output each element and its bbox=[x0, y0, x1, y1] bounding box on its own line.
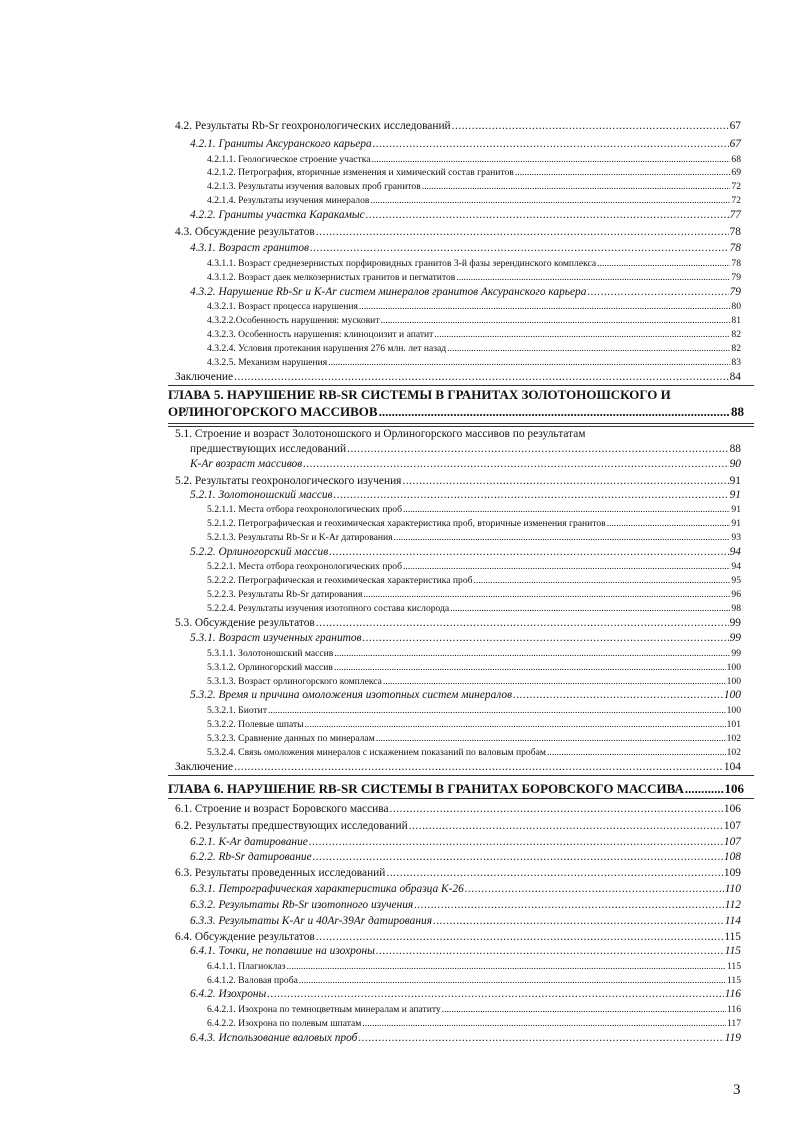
leader-dots bbox=[316, 618, 729, 629]
leader-dots bbox=[363, 633, 729, 644]
toc-entry[interactable] bbox=[207, 590, 741, 600]
toc-entry-label: 6.1. Строение и возраст Боровского массива bbox=[175, 803, 389, 815]
toc-entry-page: 93 bbox=[731, 532, 741, 543]
leader-dots bbox=[685, 782, 724, 795]
toc-entry[interactable] bbox=[207, 358, 741, 368]
toc-entry[interactable] bbox=[207, 155, 741, 165]
toc-entry-page: 77 bbox=[729, 209, 741, 221]
toc-entry[interactable] bbox=[207, 344, 741, 354]
toc-entry-label: 6.4.2. Изохроны bbox=[190, 988, 267, 1000]
toc-entry[interactable] bbox=[175, 476, 741, 487]
toc-entry-page: 91 bbox=[731, 518, 741, 529]
toc-entry[interactable] bbox=[207, 706, 741, 716]
toc-entry-page: 94 bbox=[731, 561, 741, 572]
toc-entry[interactable] bbox=[190, 1033, 741, 1044]
leader-dots bbox=[474, 576, 731, 586]
leader-dots bbox=[313, 852, 723, 863]
toc-entry-label: Заключение bbox=[175, 761, 234, 773]
toc-entry-label: 6.4.2.1. Изохрона по темноцветным минералам и апатиту bbox=[207, 1004, 441, 1015]
toc-entry-label: 6.3.1. Петрографическая характеристика образца К-26 bbox=[190, 883, 464, 895]
leader-dots bbox=[376, 946, 724, 957]
toc-entry[interactable] bbox=[207, 505, 741, 515]
toc-entry-page: 90 bbox=[729, 458, 741, 470]
toc-entry[interactable] bbox=[175, 868, 741, 879]
toc-entry[interactable] bbox=[190, 633, 741, 644]
toc-entry[interactable] bbox=[190, 459, 741, 470]
toc-entry[interactable] bbox=[190, 690, 741, 701]
leader-dots bbox=[309, 837, 723, 848]
leader-dots bbox=[409, 821, 723, 832]
leader-dots bbox=[456, 273, 730, 283]
chapter-heading[interactable]: ГЛАВА 5. НАРУШЕНИЕ RB-SR СИСТЕМЫ В ГРАНИТАХ ЗОЛОТОНОШСКОГО И bbox=[168, 387, 671, 402]
toc-entry-page: 78 bbox=[731, 258, 741, 269]
leader-dots bbox=[334, 490, 729, 501]
toc-entry[interactable] bbox=[190, 916, 741, 927]
toc-entry-label: 5.3. Обсуждение результатов bbox=[175, 617, 315, 629]
toc-entry-label: 5.3.2.3. Сравнение данных по минералам bbox=[207, 733, 375, 744]
toc-entry[interactable] bbox=[175, 121, 741, 132]
toc-entry-page: 84 bbox=[729, 371, 741, 383]
toc-entry[interactable] bbox=[207, 649, 741, 659]
toc-entry-page: 116 bbox=[724, 988, 741, 1000]
toc-entry-label: 5.3.2. Время и причина омоложения изотопных систем минералов bbox=[190, 689, 513, 701]
leader-dots bbox=[267, 989, 723, 1000]
divider bbox=[168, 775, 754, 776]
toc-entry-page: 91 bbox=[731, 504, 741, 515]
toc-entry[interactable] bbox=[190, 900, 741, 911]
toc-entry-label: предшествующих исследований bbox=[190, 443, 347, 455]
leader-dots bbox=[465, 884, 724, 895]
divider bbox=[168, 423, 754, 424]
toc-entry[interactable] bbox=[175, 618, 741, 629]
toc-entry-page: 80 bbox=[731, 301, 741, 312]
leader-dots bbox=[414, 900, 724, 911]
toc-entry[interactable] bbox=[207, 720, 741, 730]
leader-dots bbox=[403, 505, 730, 515]
toc-entry[interactable] bbox=[207, 168, 741, 178]
toc-entry[interactable] bbox=[190, 547, 741, 558]
toc-entry[interactable] bbox=[175, 804, 741, 815]
toc-entry-label: 4.3.2.2.Особенность нарушения: мусковит bbox=[207, 315, 380, 326]
toc-entry[interactable] bbox=[207, 976, 741, 986]
leader-dots bbox=[402, 476, 728, 487]
toc-entry-page: 116 bbox=[726, 1004, 741, 1015]
leader-dots bbox=[587, 287, 728, 298]
leader-dots bbox=[303, 459, 728, 470]
toc-entry[interactable] bbox=[190, 946, 741, 957]
leader-dots bbox=[597, 259, 730, 269]
toc-entry-page: 88 bbox=[729, 443, 741, 455]
toc-entry-label: 4.2.1.1. Геологическое строение участка bbox=[207, 154, 371, 165]
toc-entry-page: 88 bbox=[731, 404, 744, 419]
toc-entry-label: 6.4. Обсуждение результатов bbox=[175, 931, 315, 943]
toc-entry-page: 68 bbox=[731, 154, 741, 165]
toc-entry[interactable] bbox=[190, 287, 741, 298]
leader-dots bbox=[434, 330, 730, 340]
leader-dots bbox=[310, 243, 729, 254]
leader-dots bbox=[358, 1033, 723, 1044]
leader-dots bbox=[383, 677, 726, 687]
leader-dots bbox=[394, 533, 731, 543]
leader-dots bbox=[362, 1019, 726, 1029]
toc-entry-page: 112 bbox=[724, 899, 741, 911]
toc-entry-label: 6.2.2. Rb-Sr датирование bbox=[190, 851, 312, 863]
leader-dots bbox=[379, 405, 730, 418]
toc-entry[interactable] bbox=[207, 1019, 741, 1029]
toc-entry-page: 78 bbox=[729, 226, 741, 238]
leader-dots bbox=[371, 155, 730, 165]
toc-entry[interactable] bbox=[207, 748, 741, 758]
leader-dots bbox=[433, 916, 724, 927]
toc-entry-label: K-Ar возраст массивов bbox=[190, 458, 303, 470]
toc-entry[interactable] bbox=[207, 576, 741, 586]
toc-entry[interactable] bbox=[190, 444, 741, 455]
toc-entry-label: 5.3.2.2. Полевые шпаты bbox=[207, 719, 304, 730]
toc-entry[interactable] bbox=[190, 884, 741, 895]
toc-entry-label: 5.2.2.3. Результаты Rb-Sr датирования bbox=[207, 589, 363, 600]
toc-entry-label: 6.3.2. Результаты Rb-Sr изотопного изучения bbox=[190, 899, 414, 911]
toc-entry-page: 100 bbox=[726, 676, 741, 687]
toc-entry-label: 4.2. Результаты Rb-Sr геохронологических исследований bbox=[175, 120, 451, 132]
toc-entry-page: 104 bbox=[723, 761, 741, 773]
toc-entry-label: ОРЛИНОГОРСКОГО МАССИВОВ bbox=[168, 404, 378, 419]
toc-entry-page: 82 bbox=[731, 329, 741, 340]
toc-entry-page: 115 bbox=[726, 961, 741, 972]
toc-entry-label: 6.4.3. Использование валовых проб bbox=[190, 1032, 358, 1044]
toc-entry-label: 4.3.2.1. Возраст процесса нарушения bbox=[207, 301, 358, 312]
toc-entry[interactable] bbox=[207, 519, 741, 529]
toc-entry-label: 5.2.2.1. Места отбора геохронологических проб bbox=[207, 561, 402, 572]
toc-entry[interactable] bbox=[207, 1005, 741, 1015]
toc-entry-page: 106 bbox=[724, 781, 744, 796]
leader-dots bbox=[334, 649, 730, 659]
toc-entry[interactable] bbox=[175, 372, 741, 383]
toc-entry-label: 6.4.2.2. Изохрона по полевым шпатам bbox=[207, 1018, 362, 1029]
toc-entry-page: 107 bbox=[723, 836, 741, 848]
toc-entry-label: 5.2.1. Золотоношский массив bbox=[190, 489, 333, 501]
divider bbox=[168, 426, 754, 427]
toc-entry-page: 72 bbox=[731, 195, 741, 206]
toc-entry-page: 79 bbox=[731, 272, 741, 283]
toc-entry[interactable] bbox=[207, 182, 741, 192]
toc-entry-label: Заключение bbox=[175, 371, 234, 383]
toc-entry-label: 5.3.1. Возраст изученных гранитов bbox=[190, 632, 362, 644]
leader-dots bbox=[328, 358, 730, 368]
toc-entry-page: 102 bbox=[726, 747, 741, 758]
toc-entry-page: 83 bbox=[731, 357, 741, 368]
toc-entry-page: 72 bbox=[731, 181, 741, 192]
toc-entry-page: 115 bbox=[724, 931, 741, 943]
leader-dots bbox=[390, 804, 723, 815]
toc-entry-page: 98 bbox=[731, 603, 741, 614]
leader-dots bbox=[347, 444, 729, 455]
toc-entry-label: 5.2.2. Орлиногорский массив bbox=[190, 546, 329, 558]
toc-entry-page: 108 bbox=[723, 851, 741, 863]
toc-entry-label: 6.2. Результаты предшествующих исследований bbox=[175, 820, 408, 832]
toc-entry-label: 4.3.2.5. Механизм нарушения bbox=[207, 357, 328, 368]
leader-dots bbox=[299, 976, 726, 986]
toc-entry-page: 99 bbox=[729, 617, 741, 629]
toc-entry[interactable] bbox=[207, 677, 741, 687]
toc-entry-page: 115 bbox=[724, 945, 741, 957]
toc-entry-page: 119 bbox=[724, 1032, 741, 1044]
toc-entry-page: 100 bbox=[726, 662, 741, 673]
divider bbox=[168, 798, 754, 799]
toc-entry[interactable] bbox=[207, 302, 741, 312]
toc-entry-label: 5.3.2.1. Биотит bbox=[207, 705, 268, 716]
toc-entry[interactable] bbox=[190, 989, 741, 1000]
toc-entry-page: 67 bbox=[729, 138, 741, 150]
toc-entry-label: 6.3. Результаты проведенных исследований bbox=[175, 867, 386, 879]
toc-entry-page: 67 bbox=[729, 120, 741, 132]
leader-dots bbox=[268, 706, 726, 716]
toc-entry[interactable] bbox=[190, 852, 741, 863]
toc-entry-page: 79 bbox=[729, 286, 741, 298]
toc-entry-label: ГЛАВА 6. НАРУШЕНИЕ RB-SR СИСТЕМЫ В ГРАНИТАХ БОРОВСКОГО МАССИВА bbox=[168, 781, 684, 796]
toc-entry-label: 5.3.2.4. Связь омоложения минералов с искажением показаний по валовым пробам bbox=[207, 747, 546, 758]
leader-dots bbox=[363, 590, 730, 600]
toc-entry-label: 5.2.1.2. Петрографическая и геохимическая характеристика проб, вторичные изменения гранитов bbox=[207, 518, 606, 529]
toc-entry-label: 4.2.2. Граниты участка Каракамыс bbox=[190, 209, 365, 221]
leader-dots bbox=[359, 302, 731, 312]
toc-entry[interactable] bbox=[175, 429, 741, 440]
toc-entry-label: 5.3.1.3. Возраст орлиногорского комплекса bbox=[207, 676, 382, 687]
leader-dots bbox=[513, 690, 723, 701]
toc-entry-page: 94 bbox=[729, 546, 741, 558]
toc-entry[interactable] bbox=[190, 490, 741, 501]
toc-entry[interactable] bbox=[207, 273, 741, 283]
leader-dots bbox=[450, 604, 730, 614]
leader-dots bbox=[234, 372, 729, 383]
toc-entry-label: 4.2.1.4. Результаты изучения минералов bbox=[207, 195, 370, 206]
toc-entry[interactable] bbox=[190, 210, 741, 221]
toc-entry-label: 5.2. Результаты геохронологического изучения bbox=[175, 475, 402, 487]
toc-entry-page: 100 bbox=[723, 689, 741, 701]
toc-entry-page: 82 bbox=[731, 343, 741, 354]
toc-entry-page: 100 bbox=[726, 705, 741, 716]
toc-entry-label: 5.2.1.1. Места отбора геохронологических проб bbox=[207, 504, 402, 515]
toc-entry-label: 6.4.1. Точки, не попавшие на изохроны bbox=[190, 945, 375, 957]
leader-dots bbox=[422, 182, 731, 192]
toc-entry-label: 6.4.1.1. Плагиоклаз bbox=[207, 961, 286, 972]
leader-dots bbox=[373, 139, 729, 150]
leader-dots bbox=[607, 519, 731, 529]
leader-dots bbox=[316, 932, 724, 943]
toc-entry[interactable] bbox=[207, 316, 741, 326]
toc-entry-label: 5.2.1.3. Результаты Rb-Sr и K-Ar датирования bbox=[207, 532, 393, 543]
toc-entry-label: 6.4.1.2. Валовая проба bbox=[207, 975, 298, 986]
toc-entry[interactable] bbox=[207, 663, 741, 673]
toc-entry-label: 4.2.1.2. Петрография, вторичные изменения и химический состав гранитов bbox=[207, 167, 514, 178]
toc-entry-page: 102 bbox=[726, 733, 741, 744]
page-number: 3 bbox=[733, 1082, 741, 1098]
toc-entry[interactable] bbox=[168, 405, 744, 418]
toc-entry-page: 115 bbox=[726, 975, 741, 986]
toc-entry-label: 4.3.1.2. Возраст даек мелкозернистых гранитов и пегматитов bbox=[207, 272, 456, 283]
leader-dots bbox=[403, 562, 730, 572]
leader-dots bbox=[452, 121, 729, 132]
toc-entry-label: 4.3.2.4. Условия протекания нарушения 276 млн. лет назад bbox=[207, 343, 447, 354]
toc-entry-page: 99 bbox=[729, 632, 741, 644]
toc-entry-page: 96 bbox=[731, 589, 741, 600]
toc-entry-page: 114 bbox=[724, 915, 741, 927]
toc-entry-label: 4.3.2. Нарушение Rb-Sr и K-Ar систем минералов гранитов Аксуранского карьера bbox=[190, 286, 587, 298]
toc-entry-label: 5.1. Строение и возраст Золотоношского и Орлиногорского массивов по результатам bbox=[175, 428, 586, 440]
leader-dots bbox=[334, 663, 726, 673]
toc-entry[interactable] bbox=[207, 734, 741, 744]
toc-entry-label: 5.2.2.4. Результаты изучения изотопного состава кислорода bbox=[207, 603, 450, 614]
leader-dots bbox=[547, 748, 726, 758]
toc-entry-label: 5.2.2.2. Петрографическая и геохимическая характеристика проб bbox=[207, 575, 473, 586]
leader-dots bbox=[381, 316, 731, 326]
leader-dots bbox=[376, 734, 726, 744]
toc-entry-label: 4.2.1. Граниты Аксуранского карьера bbox=[190, 138, 372, 150]
toc-entry-label: 4.2.1.3. Результаты изучения валовых проб гранитов bbox=[207, 181, 421, 192]
toc-entry[interactable] bbox=[207, 562, 741, 572]
leader-dots bbox=[287, 962, 726, 972]
toc-entry[interactable] bbox=[207, 604, 741, 614]
leader-dots bbox=[316, 227, 729, 238]
toc-entry-page: 107 bbox=[723, 820, 741, 832]
leader-dots bbox=[366, 210, 729, 221]
toc-entry-page: 117 bbox=[726, 1018, 741, 1029]
leader-dots bbox=[234, 762, 723, 773]
toc-entry-label: 4.3.1. Возраст гранитов bbox=[190, 242, 309, 254]
leader-dots bbox=[447, 344, 730, 354]
toc-entry-page: 101 bbox=[726, 719, 741, 730]
leader-dots bbox=[329, 547, 728, 558]
divider bbox=[168, 385, 754, 386]
toc-entry-page: 69 bbox=[731, 167, 741, 178]
toc-entry-label: 6.3.3. Результаты K-Ar и 40Ar-39Ar датирования bbox=[190, 915, 433, 927]
toc-entry[interactable] bbox=[175, 227, 741, 238]
toc-entry-page: 95 bbox=[731, 575, 741, 586]
toc-entry-page: 109 bbox=[723, 867, 741, 879]
leader-dots bbox=[386, 868, 723, 879]
toc-entry-page: 78 bbox=[729, 242, 741, 254]
toc-entry[interactable] bbox=[168, 782, 744, 795]
toc-entry-page: 110 bbox=[724, 883, 741, 895]
toc-entry[interactable] bbox=[207, 330, 741, 340]
toc-entry[interactable] bbox=[175, 762, 741, 773]
leader-dots bbox=[370, 196, 730, 206]
toc-entry-label: 6.2.1. K-Ar датирование bbox=[190, 836, 308, 848]
toc-entry-page: 99 bbox=[731, 648, 741, 659]
toc-entry-label: 5.3.1.1. Золотоношский массив bbox=[207, 648, 334, 659]
toc-entry-page: 91 bbox=[729, 489, 741, 501]
toc-entry-page: 81 bbox=[731, 315, 741, 326]
toc-entry[interactable] bbox=[207, 962, 741, 972]
leader-dots bbox=[515, 168, 731, 178]
toc-entry-page: 91 bbox=[729, 475, 741, 487]
toc-entry[interactable] bbox=[190, 139, 741, 150]
toc-entry[interactable] bbox=[207, 196, 741, 206]
toc-entry-label: 4.3. Обсуждение результатов bbox=[175, 226, 315, 238]
toc-entry-label: 4.3.2.3. Особенность нарушения: клиноцоизит и апатит bbox=[207, 329, 434, 340]
leader-dots bbox=[305, 720, 726, 730]
toc-entry-label: 4.3.1.1. Возраст среднезернистых порфировидных гранитов 3-й фазы зерендинского комплекса bbox=[207, 258, 597, 269]
toc-entry-label: 5.3.1.2. Орлиногорский массив bbox=[207, 662, 333, 673]
leader-dots bbox=[442, 1005, 726, 1015]
toc-entry[interactable] bbox=[207, 259, 741, 269]
toc-entry[interactable] bbox=[175, 932, 741, 943]
toc-entry-page: 106 bbox=[723, 803, 741, 815]
toc-entry[interactable] bbox=[190, 243, 741, 254]
toc-entry[interactable] bbox=[207, 533, 741, 543]
toc-entry[interactable] bbox=[175, 821, 741, 832]
toc-entry[interactable] bbox=[190, 837, 741, 848]
